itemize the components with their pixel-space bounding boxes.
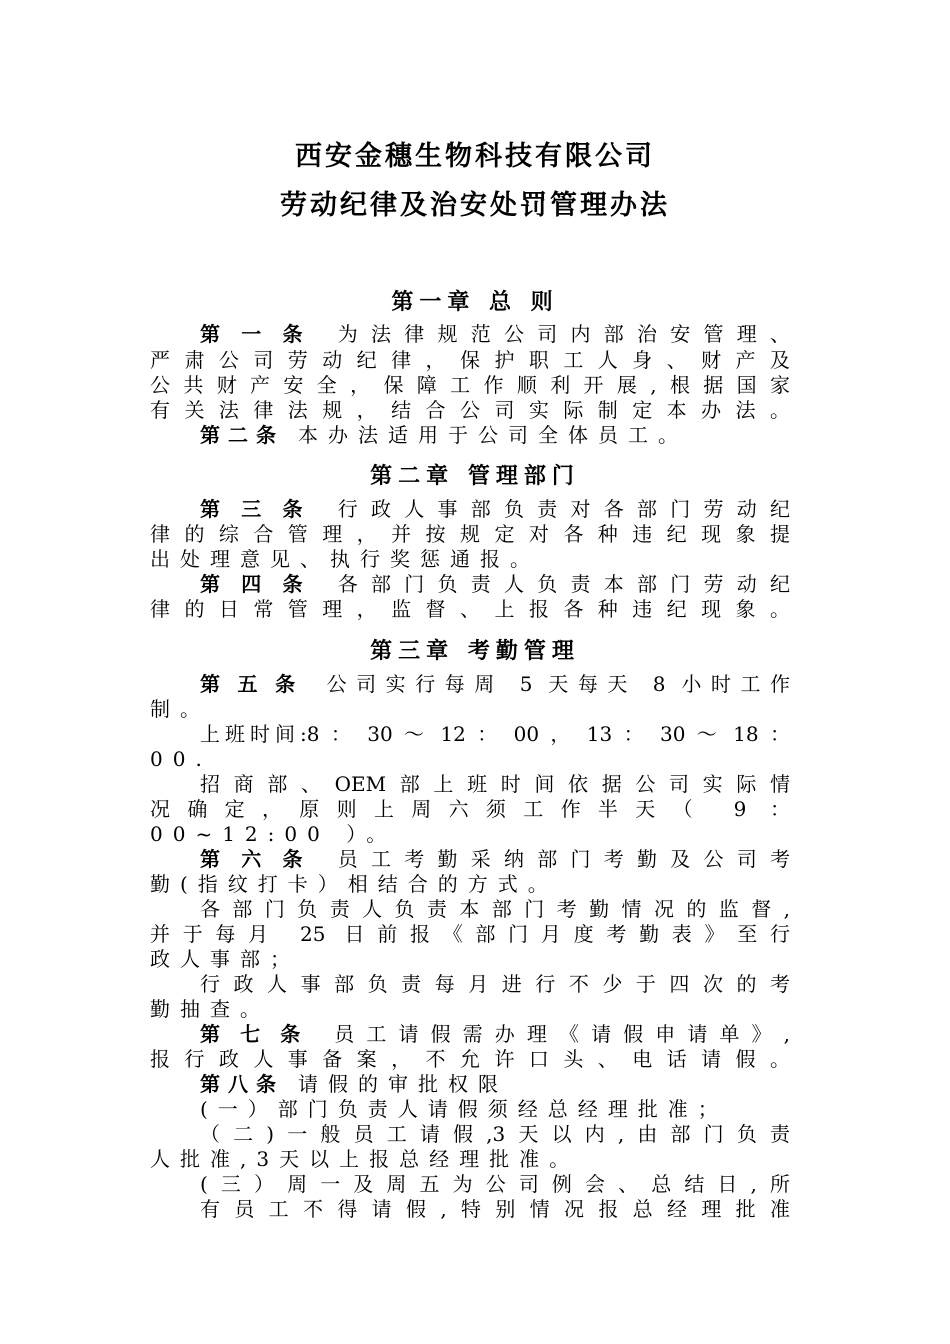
article-7-label: 第七条 [200,1022,321,1046]
article-3-line-2: 律的综合管理，并按规定对各种违纪现象提 [150,522,790,546]
article-7-text: 员工请假需办理《请假申请单》, [334,1022,791,1046]
article-8-line-2: (一）部门负责人请假须经总经理批准； [200,1097,728,1121]
article-5-line-3: 上班时间:8 ： 30 ～ 12 ： 00 ， 13 ： 30 ～ 18 ： [200,722,790,746]
article-4-line-1 [200,572,790,597]
article-5-line-2: 制。 [150,697,210,721]
article-6-line-4: 并于每月 25 日前报《部门月度考勤表》至行 [150,922,790,946]
article-1-label: 第一条 [200,322,324,346]
article-6-line-7: 勤抽查。 [150,997,270,1021]
article-6-line-1 [200,847,790,872]
document-title-regulation: 劳动纪律及治安处罚管理办法 [280,190,670,221]
article-7-line-1 [200,1022,790,1047]
article-4-text: 各部门负责人负责本部门劳动纪 [337,572,790,596]
article-6-line-6: 行政人事部负责每月进行不少于四次的考 [200,972,790,996]
article-5-line-7: 00~12:00 ）。 [150,822,397,846]
article-2-line-1 [200,423,790,448]
article-5-label: 第五条 [200,672,313,696]
article-5-text: 公司实行每周 5 天每天 8 小时工作 [326,672,791,696]
article-4-line-2: 律的日常管理，监督、上报各种违纪现象。 [150,597,790,621]
article-4-label: 第四条 [200,572,324,596]
document-title-company: 西安金穗生物科技有限公司 [295,141,655,172]
article-1-line-1 [200,322,790,347]
article-8-text: 请假的审批权限 [298,1072,508,1096]
article-8-label: 第八条 [200,1072,284,1096]
article-6-text: 员工考勤采纳部门考勤及公司考 [337,847,790,871]
article-1-line-4: 有关法律法规，结合公司实际制定本办法。 [150,398,790,422]
article-5-line-5: 招商部、OEM部上班时间依据公司实际情 [200,772,790,796]
article-5-line-1 [200,672,790,697]
article-2-text: 本办法适用于公司全体员工。 [298,423,688,447]
article-3-label: 第三条 [200,497,324,521]
article-1-line-3: 公共财产安全，保障工作顺利开展,根据国家 [150,373,790,397]
article-6-line-2: 勤(指纹打卡）相结合的方式。 [150,872,558,896]
chapter-3-heading: 第三章 考勤管理 [370,638,580,664]
article-1-text: 为法律规范公司内部治安管理、 [337,322,790,346]
article-6-line-3: 各部门负责人负责本部门考勤情况的监督, [200,897,790,921]
article-8-line-3: （二)一般员工请假,3天以内,由部门负责 [200,1122,790,1146]
article-6-line-5: 政人事部； [150,947,300,971]
article-8-line-1 [200,1072,790,1097]
article-8-line-6: 有员工不得请假,特别情况报总经理批准 [200,1197,790,1221]
article-8-line-5: (三）周一及周五为公司例会、总结日,所 [200,1172,790,1196]
article-5-line-6: 况确定，原则上周六须工作半天（ 9 ： [150,797,790,821]
article-3-line-1 [200,497,790,522]
article-1-line-2: 严肃公司劳动纪律，保护职工人身、财产及 [150,348,790,372]
chapter-1-heading: 第一章 总 则 [391,289,559,315]
article-3-line-3: 出处理意见、执行奖惩通报。 [150,547,540,571]
article-2-label: 第二条 [200,423,284,447]
article-8-line-4: 人批准,3天以上报总经理批准。 [150,1147,580,1171]
article-5-line-4: 00. [150,747,212,771]
chapter-2-heading: 第二章 管理部门 [370,463,580,489]
article-7-line-2: 报行政人事备案，不允许口头、电话请假。 [150,1047,790,1071]
article-6-label: 第六条 [200,847,324,871]
article-3-text: 行政人事部负责对各部门劳动纪 [337,497,790,521]
